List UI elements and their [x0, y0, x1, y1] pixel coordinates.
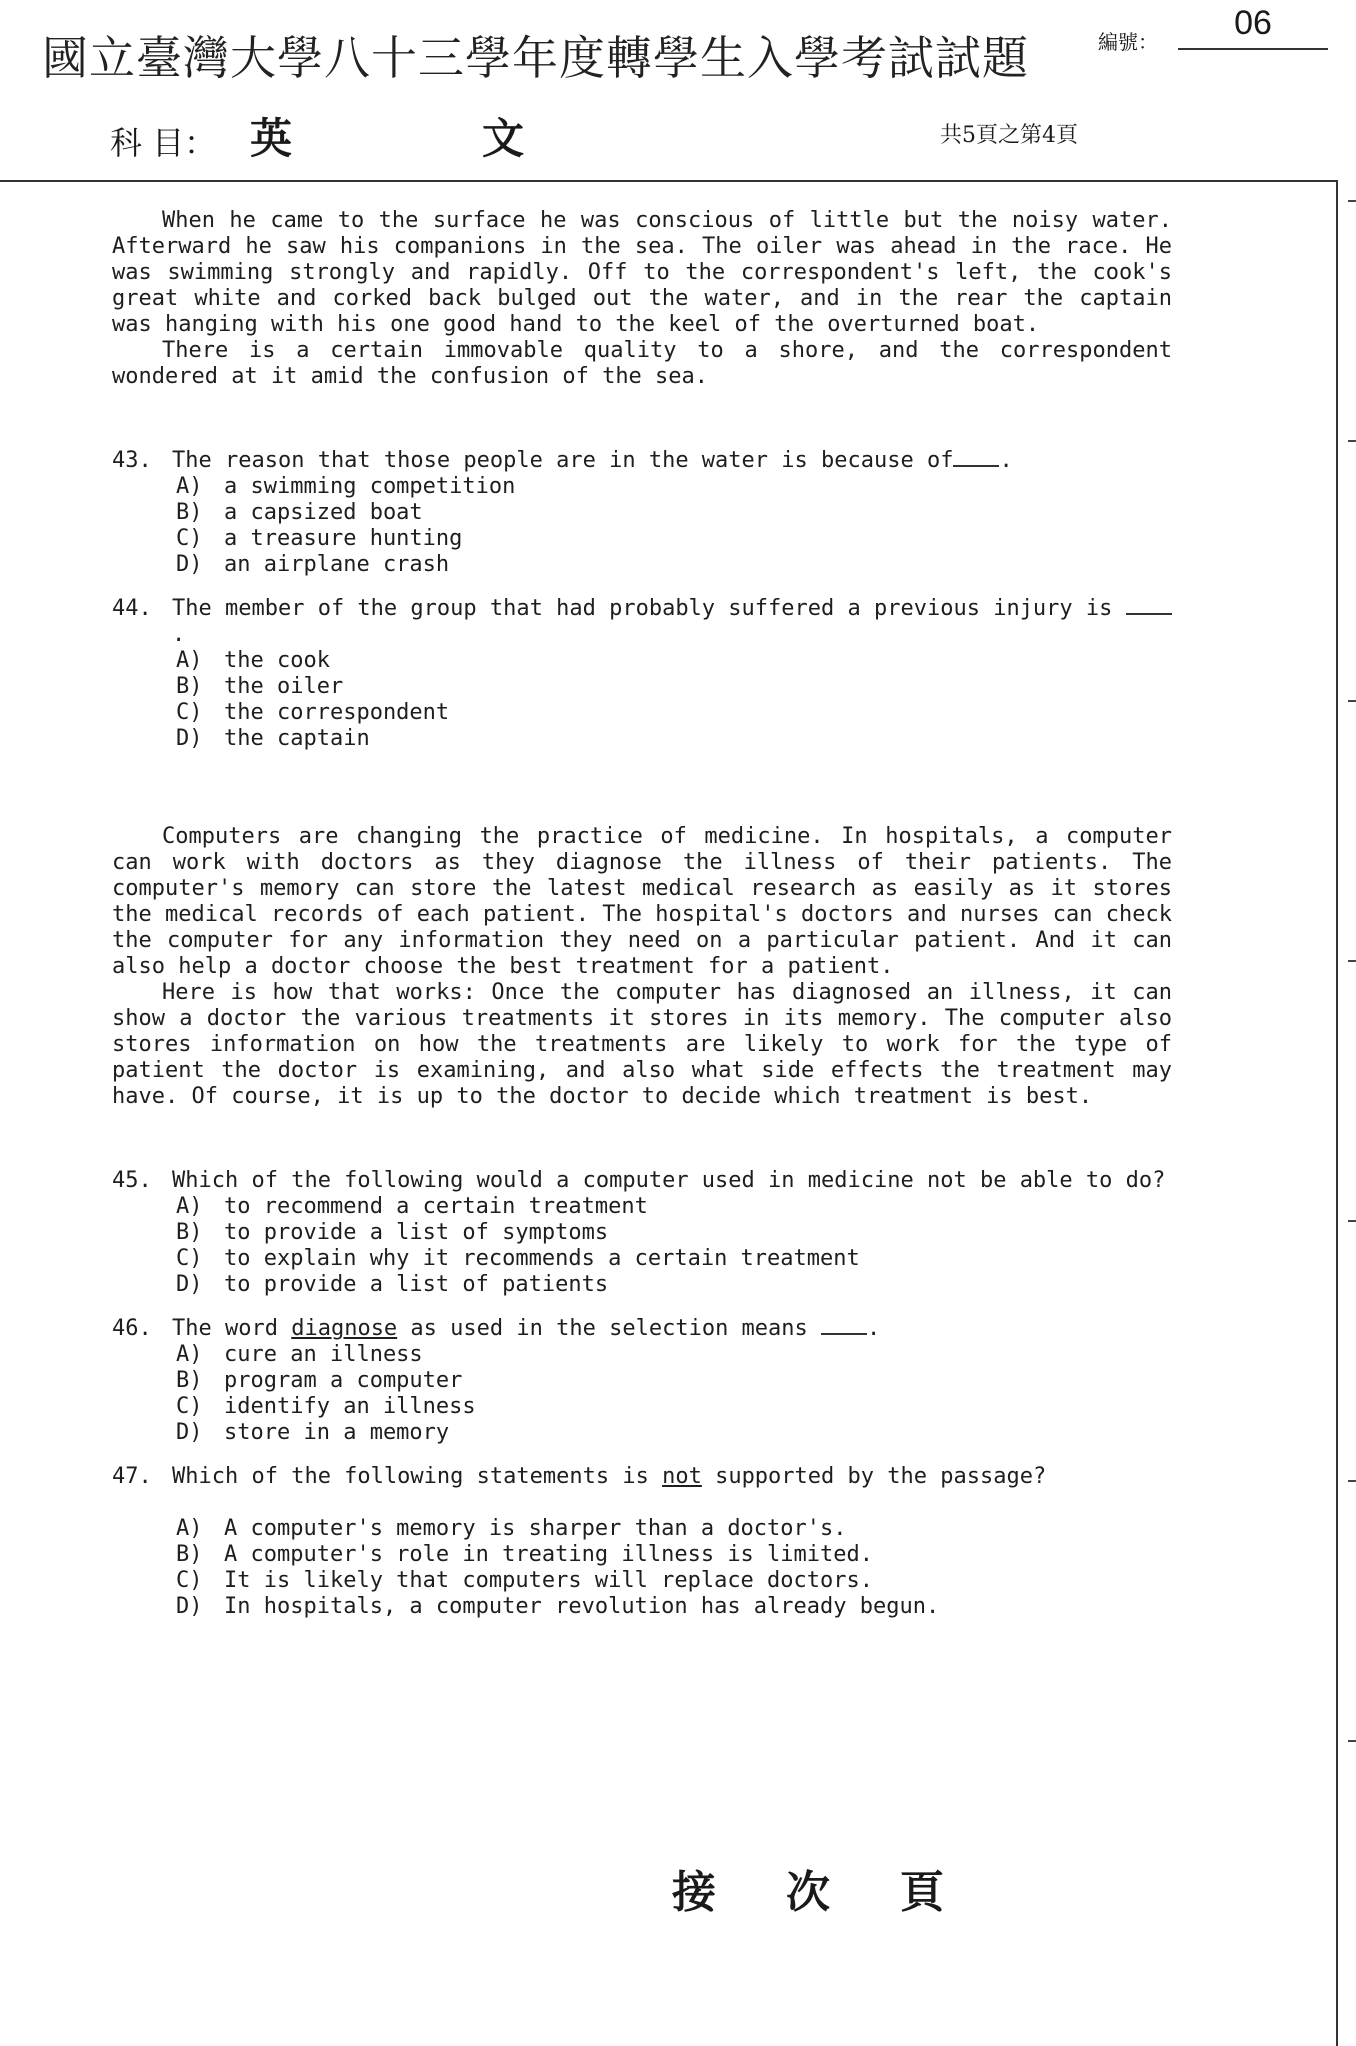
question-number: 47. — [112, 1464, 152, 1489]
option-item: A) to recommend a certain treatment — [176, 1194, 648, 1219]
option-item: D) In hospitals, a computer revolution has already begun. — [176, 1594, 940, 1619]
option-item: A) cure an illness — [176, 1342, 423, 1367]
continue-next-page: 接次頁 — [672, 1867, 1014, 1918]
question-44 — [112, 596, 1172, 752]
question-number: 43. — [112, 448, 152, 473]
exam-content — [112, 208, 1172, 1620]
underlined-word: diagnose — [291, 1316, 398, 1341]
question-number: 45. — [112, 1168, 152, 1193]
option-item: B) A computer's role in treating illness is limited. — [176, 1542, 874, 1567]
margin-tick — [1348, 1220, 1356, 1222]
question-stem: The word diagnose as used in the selection means . — [172, 1316, 881, 1341]
question-number: 44. — [112, 596, 152, 621]
answer-blank — [821, 1317, 867, 1335]
option-item: B) a capsized boat — [176, 500, 423, 525]
option-item: A) A computer's memory is sharper than a doctor's. — [176, 1516, 847, 1541]
option-item: B) to provide a list of symptoms — [176, 1220, 609, 1245]
serial-number: 06 — [1234, 4, 1272, 42]
passage-paragraph: When he came to the surface he was conscious of little but the noisy water. Afterward he saw his companions in the sea. The oiler was ahead in the race. He was swimming strongly and rapidly. Off to the correspondent's left, the cook's great white and corked back bulged out the water, and in the rear the captain was hanging with his one good hand to the keel of the overturned boat. — [112, 208, 1172, 337]
reading-passage-1 — [112, 208, 1172, 390]
passage-paragraph: Computers are changing the practice of medicine. In hospitals, a computer can work with doctors as they diagnose the illness of their patients. The computer's memory can store the latest medical research as easily as it stores the medical records of each patient. The hospital's doctors and nurses can check the computer for any information they need on a particular patient. And it can also help a doctor choose the best treatment for a patient. — [112, 824, 1172, 979]
option-item: A) the cook — [176, 648, 330, 673]
option-item: D) store in a memory — [176, 1420, 450, 1445]
option-item: C) identify an illness — [176, 1394, 476, 1419]
question-stem: The reason that those people are in the water is because of . — [172, 448, 1013, 473]
margin-tick — [1348, 1480, 1356, 1482]
option-list — [176, 1194, 1172, 1298]
passage-paragraph: Here is how that works: Once the computer has diagnosed an illness, it can show a doctor the various treatments it stores in its memory. The computer also stores information on how the treatments are likely to work for the type of patient the doctor is examining, and also what side effects the treatment may have. Of course, it is up to the doctor to decide which treatment is best. — [112, 980, 1172, 1109]
option-list — [176, 474, 1172, 578]
margin-tick — [1348, 200, 1356, 202]
margin-tick — [1348, 960, 1356, 962]
question-stem: The member of the group that had probably suffered a previous injury is . — [172, 596, 1172, 648]
option-item: C) a treasure hunting — [176, 526, 463, 551]
question-47 — [112, 1464, 1172, 1620]
option-item: D) to provide a list of patients — [176, 1272, 609, 1297]
option-item: C) It is likely that computers will replace doctors. — [176, 1568, 874, 1593]
option-list — [176, 648, 1172, 752]
option-item: B) the oiler — [176, 674, 344, 699]
exam-title: 國立臺灣大學八十三學年度轉學生入學考試試題 — [42, 31, 1029, 85]
option-item: D) the captain — [176, 726, 370, 751]
underlined-word: not — [662, 1464, 702, 1489]
option-item: A) a swimming competition — [176, 474, 516, 499]
serial-underline — [1178, 48, 1328, 50]
page-info: 共5頁之第4頁 — [940, 123, 1078, 148]
question-number: 46. — [112, 1316, 152, 1341]
reading-passage-2 — [112, 824, 1172, 1110]
margin-tick — [1348, 700, 1356, 702]
passage-paragraph: There is a certain immovable quality to a shore, and the correspondent wondered at it amid the confusion of the sea. — [112, 338, 1172, 389]
question-45 — [112, 1168, 1172, 1298]
option-item: B) program a computer — [176, 1368, 463, 1393]
option-item: D) an airplane crash — [176, 552, 450, 577]
question-46 — [112, 1316, 1172, 1446]
option-list — [176, 1342, 1172, 1446]
question-stem: Which of the following statements is not supported by the passage? — [172, 1464, 1047, 1489]
question-43 — [112, 448, 1172, 578]
margin-tick — [1348, 440, 1356, 442]
option-list — [176, 1516, 1172, 1620]
option-item: C) to explain why it recommends a certain treatment — [176, 1246, 860, 1271]
option-item: C) the correspondent — [176, 700, 450, 725]
answer-blank — [953, 449, 999, 467]
subject-name: 英文 — [250, 114, 715, 163]
question-stem: Which of the following would a computer used in medicine not be able to do? — [172, 1168, 1166, 1193]
answer-blank — [1126, 597, 1172, 615]
serial-label: 編號： — [1098, 30, 1158, 54]
subject-label: 科 目： — [110, 124, 217, 162]
margin-tick — [1348, 1740, 1356, 1742]
